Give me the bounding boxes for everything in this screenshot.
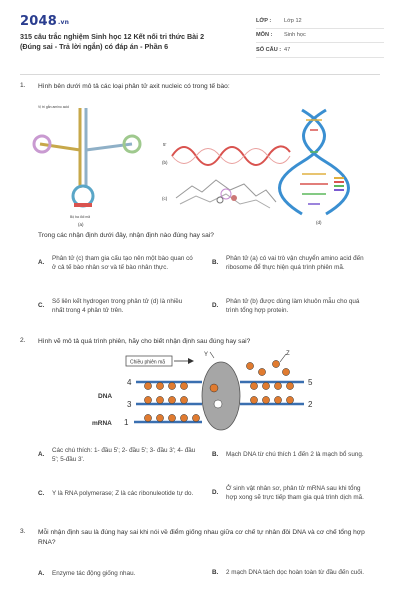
trna-diagram bbox=[34, 108, 140, 207]
dna-label: DNA bbox=[98, 393, 113, 400]
rrna-diagram bbox=[176, 180, 276, 208]
meta-row-subject bbox=[256, 29, 384, 44]
trna-label-a: (a) bbox=[78, 222, 84, 227]
meta-value: Sinh học bbox=[284, 32, 306, 39]
question-2-option-d[interactable] bbox=[212, 478, 370, 508]
meta-key: SỐ CÂU : bbox=[256, 46, 282, 53]
option-text: Ở sinh vật nhân sơ, phân tử mRNA sau khi tổng hợp xong sẽ trực tiếp tham gia quá trình dịch mã. bbox=[226, 484, 364, 501]
meta-row-count bbox=[256, 43, 384, 58]
label-z: Z bbox=[286, 351, 290, 357]
option-text: Các chú thích: 1- đầu 5'; 2- đầu 5'; 3- đầu 3'; 4- đầu 5'; 5-đầu 3'. bbox=[52, 446, 196, 463]
site-logo[interactable] bbox=[20, 14, 69, 29]
question-3-text: Mỗi nhận định sau là đúng hay sai khi nói về điểm giống nhau giữa cơ chế tự nhân đôi DNA và cơ chế tổng hợp RNA? bbox=[38, 529, 365, 546]
question-2-text: Hình vẽ mô tả quá trình phiên, hãy cho biết nhận định sau đúng hay sai? bbox=[38, 338, 251, 345]
end-label-1: 1 bbox=[124, 418, 129, 427]
question-2-option-a[interactable] bbox=[38, 440, 196, 470]
option-text: Phân tử (a) có vai trò vận chuyển amino acid đến ribosome để thực hiện quá trình phiên mã. bbox=[226, 254, 364, 271]
dna-helix-diagram bbox=[280, 110, 349, 214]
option-letter: C. bbox=[38, 490, 45, 498]
question-3-number: 3. bbox=[20, 528, 26, 535]
meta-value: Lớp 12 bbox=[284, 17, 302, 24]
meta-key: MÔN : bbox=[256, 32, 273, 39]
question-3-option-a[interactable] bbox=[38, 568, 196, 580]
option-text: Phân tử (b) được dùng làm khuôn mẫu cho quá trình tổng hợp protein. bbox=[226, 297, 360, 314]
question-1-text: Hình bên dưới mô tả các loại phân tử axit nucleic có trong tế bào: bbox=[38, 83, 230, 90]
question-1-option-a[interactable] bbox=[38, 248, 196, 278]
option-text: Y là RNA polymerase; Z là các ribonuleotide tự do. bbox=[52, 490, 194, 498]
dna-label-d: (d) bbox=[316, 220, 322, 225]
trna-amino-site-label: Vị trí gắn amino acid bbox=[38, 105, 69, 109]
option-text: Phân tử (c) tham gia cấu tạo nên một bào quan có ở cả tế bào nhân sơ và tế bào nhân thực. bbox=[52, 254, 193, 271]
option-letter: B. bbox=[212, 259, 219, 267]
option-letter: A. bbox=[38, 570, 45, 578]
option-letter: A. bbox=[38, 451, 45, 459]
transcription-direction-label: Chiều phiên mã bbox=[130, 359, 166, 366]
question-1-option-d[interactable] bbox=[212, 296, 370, 316]
option-letter: C. bbox=[38, 302, 45, 310]
end-label-5: 5 bbox=[308, 378, 313, 387]
meta-table bbox=[256, 14, 384, 58]
option-text: Số liên kết hydrogen trong phân tử (d) là nhiều nhất trong 4 phân tử trên. bbox=[52, 297, 183, 314]
nucleic-acid-figure bbox=[20, 100, 380, 228]
trna-anticodon-label: Bộ ba đối mã bbox=[70, 215, 90, 219]
option-letter: D. bbox=[212, 489, 219, 497]
mrna-end-5: 5' bbox=[163, 142, 167, 147]
meta-key: LỚP : bbox=[256, 17, 272, 24]
option-letter: D. bbox=[212, 302, 219, 310]
question-1-number: 1. bbox=[20, 82, 26, 89]
page-title: 315 câu trắc nghiệm Sinh học 12 Kết nối tri thức Bài 2 (Đúng sai - Trả lời ngắn) có đáp án - Phần 6 bbox=[20, 32, 205, 51]
end-label-4: 4 bbox=[127, 378, 132, 387]
option-letter: A. bbox=[38, 259, 45, 267]
header-divider bbox=[20, 74, 380, 75]
option-text: Mạch DNA từ chú thích 1 đến 2 là mạch bổ sung. bbox=[226, 451, 364, 459]
question-2-option-b[interactable] bbox=[212, 445, 370, 465]
option-letter: B. bbox=[212, 451, 219, 459]
end-label-2: 2 bbox=[308, 400, 313, 409]
option-letter: B. bbox=[212, 569, 219, 577]
meta-row-grade bbox=[256, 14, 384, 29]
mrna-label-b: (b) bbox=[162, 160, 168, 165]
option-text: 2 mạch DNA tách dọc hoàn toàn từ đầu đến cuối. bbox=[226, 569, 364, 577]
transcription-figure bbox=[90, 350, 320, 434]
meta-value: 47 bbox=[284, 46, 291, 53]
question-2-option-c[interactable] bbox=[38, 484, 196, 504]
question-3-option-b[interactable] bbox=[212, 563, 370, 583]
mrna-label: mRNA bbox=[92, 420, 112, 427]
option-text: Enzyme tác động giống nhau. bbox=[52, 570, 136, 578]
label-y: Y bbox=[204, 352, 209, 358]
mrna-diagram bbox=[172, 146, 290, 165]
end-label-3: 3 bbox=[127, 400, 132, 409]
logo-text: 2048 bbox=[20, 14, 57, 29]
question-1-option-c[interactable] bbox=[38, 296, 196, 316]
question-2-number: 2. bbox=[20, 337, 26, 344]
logo-tld: .vn bbox=[57, 19, 70, 26]
rrna-label-c: (c) bbox=[162, 196, 168, 201]
question-1-option-b[interactable] bbox=[212, 248, 370, 278]
question-1-stem: Trong các nhận định dưới đây, nhận định nào đúng hay sai? bbox=[38, 232, 214, 239]
